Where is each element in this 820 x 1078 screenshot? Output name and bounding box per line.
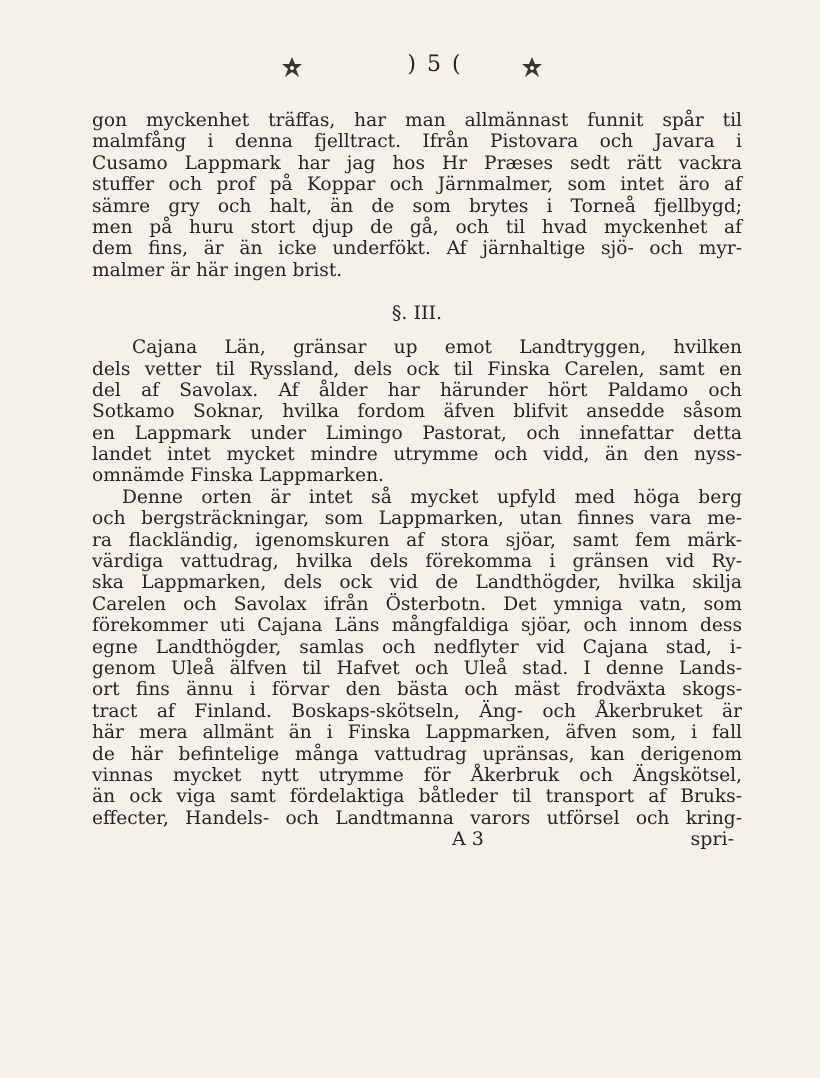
text-line: än ock viga samt fördelaktiga båtleder til transport af Bruks- bbox=[92, 786, 742, 808]
text-line: förekommer uti Cajana Läns mångfaldiga sjöar, och innom dess bbox=[92, 615, 742, 637]
text-line: ort fins ännu i förvar den bästa och mäst frodväxta skogs- bbox=[92, 679, 742, 701]
section-heading: §. III. bbox=[391, 302, 443, 325]
text-line: en Lappmark under Limingo Pastorat, och innefattar detta bbox=[92, 422, 742, 444]
text-line: tract af Finland. Boskaps-skötseln, Äng- och Åkerbruket är bbox=[92, 700, 742, 722]
text-line: de här befintelige många vattudrag upränsas, kan derigenom bbox=[92, 743, 742, 765]
page-number: ) 5 ( bbox=[407, 52, 463, 77]
text-line: sämre gry och halt, än de som brytes i Torneå fjellbygd; bbox=[92, 195, 742, 217]
text-line: genom Uleå älfven til Hafvet och Uleå stad. I denne Lands- bbox=[92, 657, 742, 679]
text-line: Cajana Län, gränsar up emot Landtryggen, hvilken bbox=[132, 337, 742, 359]
text-line: dem fins, är än icke underfökt. Af järnhaltige sjö- och myr- bbox=[92, 238, 742, 260]
fleuron-icon bbox=[278, 54, 306, 82]
text-line: här mera allmänt än i Finska Lappmarken, äfven som, i fall bbox=[92, 722, 742, 744]
body-text bbox=[92, 110, 742, 851]
text-line: värdiga vattudrag, hvilka dels förekomma i gränsen vid Ry- bbox=[92, 551, 742, 573]
text-line: gon myckenhet träffas, har man allmännast funnit spår til bbox=[92, 110, 742, 131]
catchword: spri- bbox=[690, 828, 734, 851]
fleuron-icon bbox=[518, 54, 546, 82]
text-line: Denne orten är intet så mycket upfyld med höga berg bbox=[122, 486, 742, 508]
text-line: del af Savolax. Af ålder har härunder hört Paldamo och bbox=[92, 379, 742, 401]
text-line: Carelen och Savolax ifrån Österbotn. Det ymniga vatn, som bbox=[92, 593, 742, 615]
text-line: malmer är här ingen brist. bbox=[92, 259, 343, 281]
text-line: ra flackländig, igenomskuren af stora sjöar, samt fem märk- bbox=[92, 529, 742, 551]
page-footer bbox=[92, 829, 742, 851]
running-header bbox=[0, 52, 820, 92]
signature-mark: A 3 bbox=[452, 828, 484, 851]
text-line: ska Lappmarken, dels ock vid de Landthögder, hvilka skilja bbox=[92, 572, 742, 594]
text-line: Cusamo Lappmark har jag hos Hr Præses sedt rätt vackra bbox=[92, 152, 742, 174]
text-line: men på huru stort djup de gå, och til hvad myckenhet af bbox=[92, 216, 742, 238]
text-line: Sotkamo Soknar, hvilka fordom äfven blifvit ansedde såsom bbox=[92, 401, 742, 423]
text-line: stuffer och prof på Koppar och Järnmalmer, som intet äro af bbox=[92, 174, 742, 196]
text-line: dels vetter til Ryssland, dels ock til Finska Carelen, samt en bbox=[92, 358, 742, 380]
text-line: malmfång i denna fjelltract. Ifrån Pistovara och Javara i bbox=[92, 131, 742, 153]
text-line: landet intet mycket mindre utrymme och vidd, än den nyss- bbox=[92, 444, 742, 466]
text-line: och bergsträckningar, som Lappmarken, utan finnes vara me- bbox=[92, 508, 742, 530]
text-line: egne Landthögder, samlas och nedflyter vid Cajana stad, i- bbox=[92, 636, 742, 658]
text-line: vinnas mycket nytt utrymme för Åkerbruk och Ängskötsel, bbox=[92, 764, 742, 786]
text-line: effecter, Handels- och Landtmanna varors utförsel och kring- bbox=[92, 807, 742, 829]
text-line: omnämde Finska Lappmarken. bbox=[92, 465, 384, 487]
